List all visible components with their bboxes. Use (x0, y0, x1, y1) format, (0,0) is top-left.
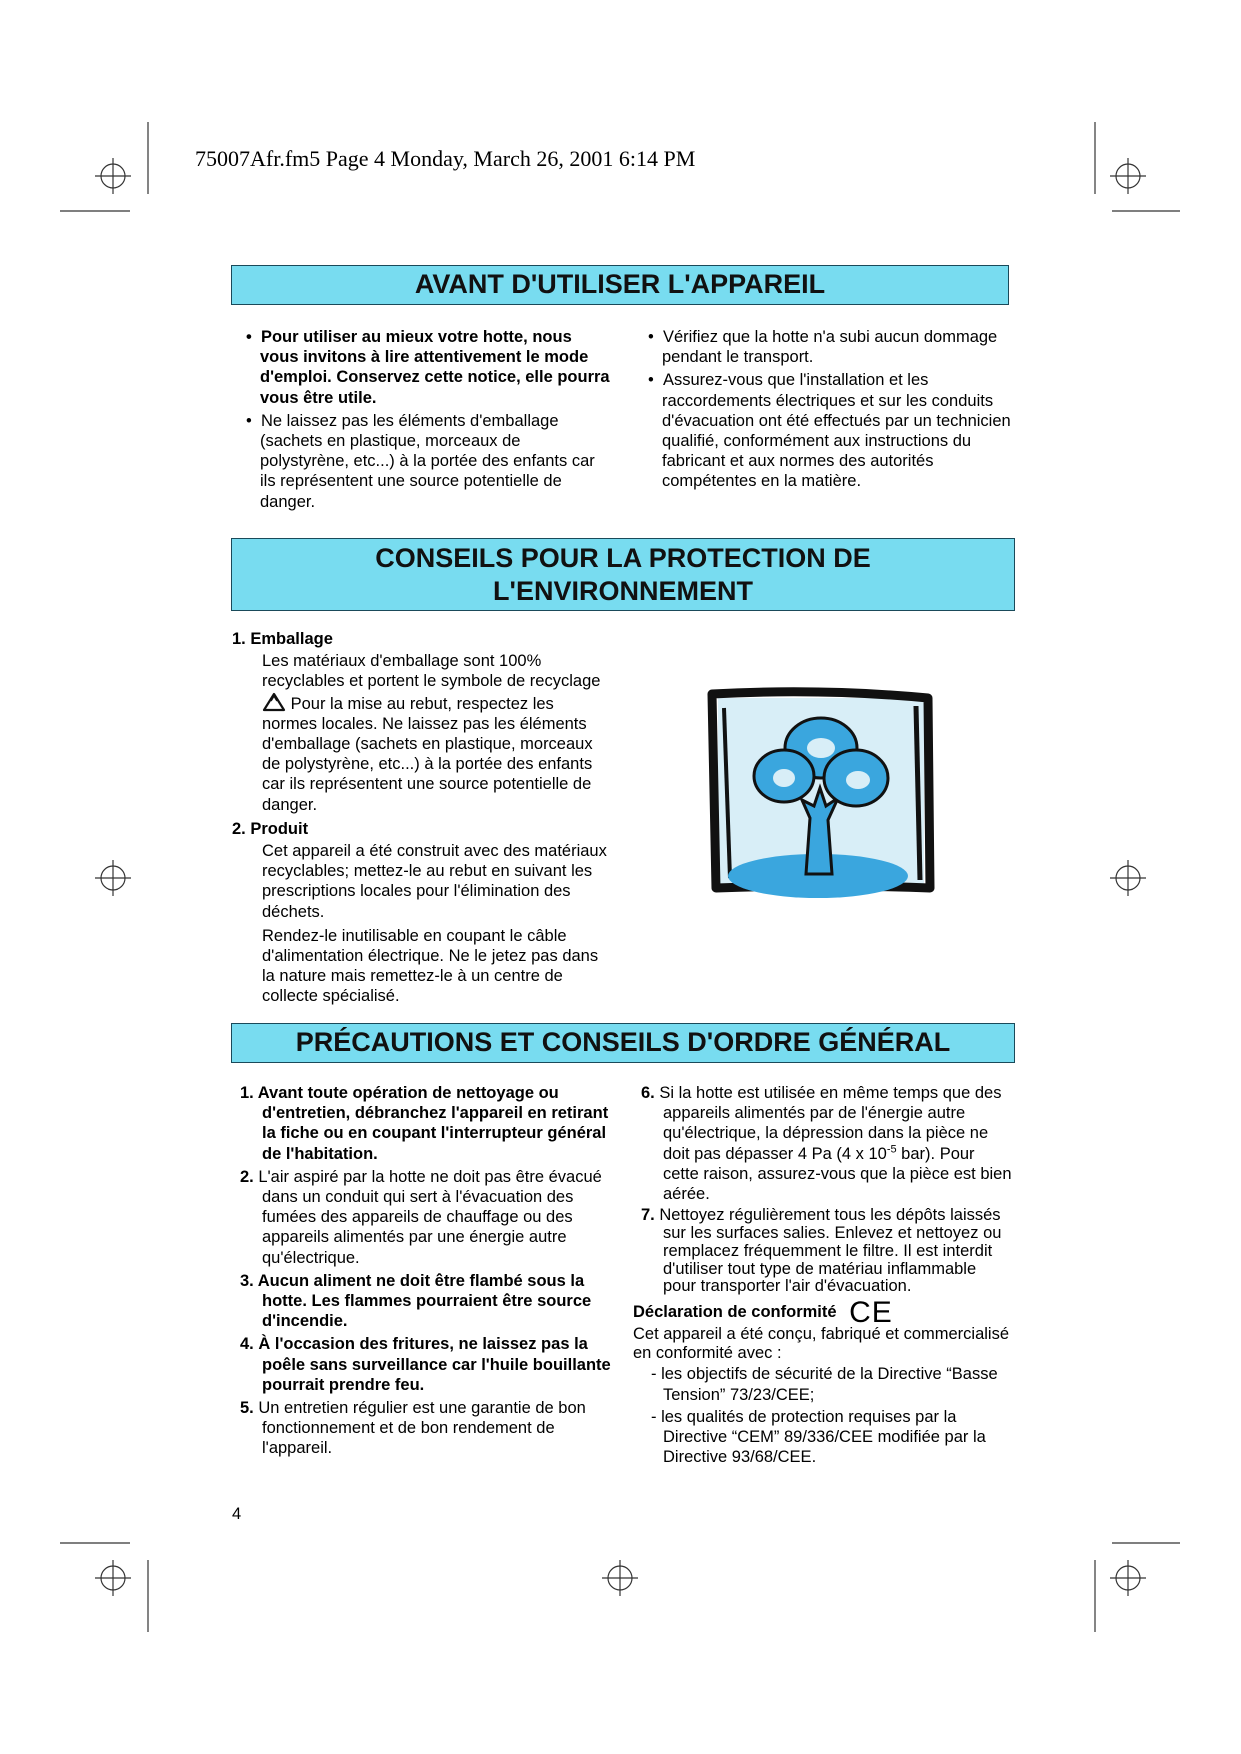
declaration-item: - les qualités de protection requises par la Directive “CEM” 89/336/CEE modifiée par la Directive 93/68/CEE. (651, 1407, 986, 1467)
bullet-item: • Ne laissez pas les éléments d'emballage (sachets en plastique, morceaux de polystyrène, etc...) à la portée des enfants car ils représentent une source potentielle de danger. (246, 411, 595, 511)
prec-right-column (633, 1083, 1013, 1467)
bullet-item: • Assurez-vous que l'installation et les raccordements électriques et sur les conduits d'évacuation ont été effectués par un technicien qualifié, conformément aux instructions du fabricant et aux normes des autorités compétentes en la matière. (648, 371, 1011, 491)
declaration-item: - les objectifs de sécurité de la Directive “Basse Tension” 73/23/CEE; (651, 1365, 998, 1404)
numbered-item: 6. Si la hotte est utilisée en même temps que des appareils alimentés par de l'énergie autre qu'électrique, la dépression dans la pièce ne doit pas dépasser 4 Pa (4 x $10^{-5}$ bar). Pour cette raison, assurez-vous que la pièce est bien aérée. (641, 1084, 1012, 1204)
section-title-line1: CONSEILS POUR LA PROTECTION DE (375, 543, 871, 573)
numbered-item: 4. À l'occasion des fritures, ne laissez pas la poêle sans surveillance car l'huile bouillante pourrait prendre feu. (240, 1335, 611, 1394)
page-number: 4 (232, 1505, 242, 1523)
section-title: AVANT D'UTILISER L'APPAREIL (414, 269, 826, 299)
bullet-item: • Pour utiliser au mieux votre hotte, nous vous invitons à lire attentivement le mode d'emploi. Conservez cette notice, elle pourra vous être utile. (246, 328, 610, 407)
numbered-item: 7. Nettoyez régulièrement tous les dépôts laissés sur les surfaces salies. Enlevez et nettoyez ou remplacez fréquemment le filtre. Il est interdit d'utiliser tout type de matériau inflammable pour transporter l'air d'évacuation. (641, 1206, 1002, 1296)
declaration-title: Déclaration de conformité CE (633, 1296, 893, 1330)
item-text: Rendez-le inutilisable en coupant le câble d'alimentation électrique. Ne le jetez pas dans la nature mais remettez-le à un centre de collecte spécialisé. (262, 926, 599, 1006)
section-banner-prec (231, 1023, 1015, 1063)
bullet-item: • Vérifiez que la hotte n'a subi aucun dommage pendant le transport. (648, 328, 998, 367)
item-text: Cet appareil a été construit avec des matériaux recyclables; mettez-le au rebut en suivant les prescriptions locales pour l'élimination des déchets. (262, 842, 607, 921)
section-banner-avant (231, 265, 1009, 305)
ce-mark: CE (849, 1296, 893, 1330)
env-text-column (232, 629, 612, 1011)
item-text: Les matériaux d'emballage sont 100% recyclables et portent le symbole de recyclage Pour la mise au rebut, respectez les normes locales. Ne laissez pas les éléments d'emballage (sachets en plastique, morceaux de polystyrène, etc...) à la portée des enfants car ils représentent une source potentielle de danger. (262, 652, 601, 814)
numbered-item: 2. L'air aspiré par la hotte ne doit pas être évacué dans un conduit qui sert à l'évacuation des fumées des appareils de chauffage ou des appareils alimentés par une énergie autre qu'électrique. (240, 1167, 602, 1267)
section-title-line2: L'ENVIRONNEMENT (493, 576, 753, 606)
numbered-item: 1. Avant toute opération de nettoyage ou d'entretien, débranchez l'appareil en retirant la fiche ou en coupant l'interrupteur général de l'habitation. (240, 1084, 609, 1163)
avant-right-column (632, 327, 1012, 495)
numbered-item: 3. Aucun aliment ne doit être flambé sous la hotte. Les flammes pourraient être source d'incendie. (240, 1271, 592, 1331)
item-title: 2. Produit (232, 819, 309, 838)
recycle-icon (262, 692, 286, 712)
declaration-text: Cet appareil a été conçu, fabriqué et commercialisé en conformité avec : (633, 1325, 1010, 1362)
item-title: 1. Emballage (232, 630, 333, 648)
section-banner-env (231, 538, 1015, 611)
environment-tree-illustration (706, 688, 936, 898)
file-header: 75007Afr.fm5 Page 4 Monday, March 26, 2001 6:14 PM (195, 146, 696, 171)
prec-left-column (232, 1083, 612, 1462)
numbered-item: 5. Un entretien régulier est une garantie de bon fonctionnement et de bon rendement de l'appareil. (240, 1399, 586, 1458)
section-title: PRÉCAUTIONS ET CONSEILS D'ORDRE GÉNÉRAL (295, 1027, 951, 1057)
avant-left-column (230, 327, 610, 515)
